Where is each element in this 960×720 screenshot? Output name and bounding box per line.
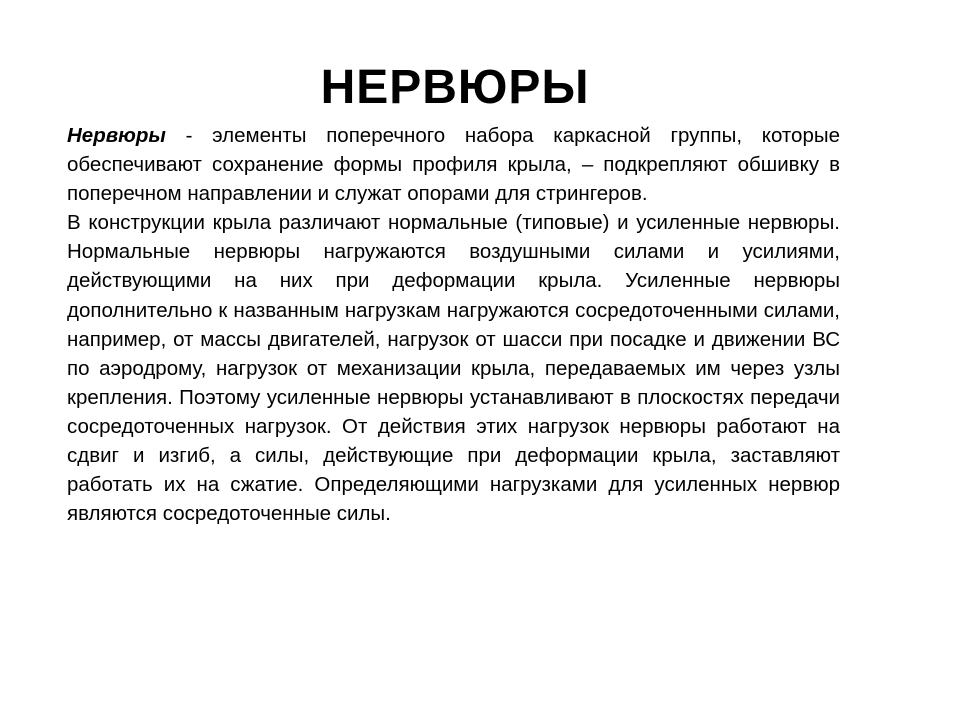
slide-title: НЕРВЮРЫ [320,61,590,114]
definition-term: Нервюры [67,124,166,147]
definition-text: - элементы поперечного набора каркасной группы, которые обеспечивают сохранение формы профиля крыла, – подкрепляют обшивку в поперечном направлении и служат опорами для стрингеров. [67,124,840,206]
definition-paragraph [67,121,840,208]
body-paragraph: В конструкции крыла различают нормальные (типовые) и усиленные нервюры. Нормальные нервюры нагружаются воздушными силами и усилиями, действующими на них при деформации крыла. Усиленные нервюры дополнительно к названным нагрузкам нагружаются сосредоточенными силами, например, от массы двигателей, нагрузок от шасси при посадке и движении ВС по аэродрому, нагрузок от механизации крыла, передаваемых им через узлы крепления. Поэтому усиленные нервюры устанавливают в плоскостях передачи сосредоточенных нагрузок. От действия этих нагрузок нервюры работают на сдвиг и изгиб, а силы, действующие при деформации крыла, заставляют работать их на сжатие. Определяющими нагрузками для усиленных нервюр являются сосредоточенные силы. [67,211,840,526]
slide-body [67,121,840,528]
